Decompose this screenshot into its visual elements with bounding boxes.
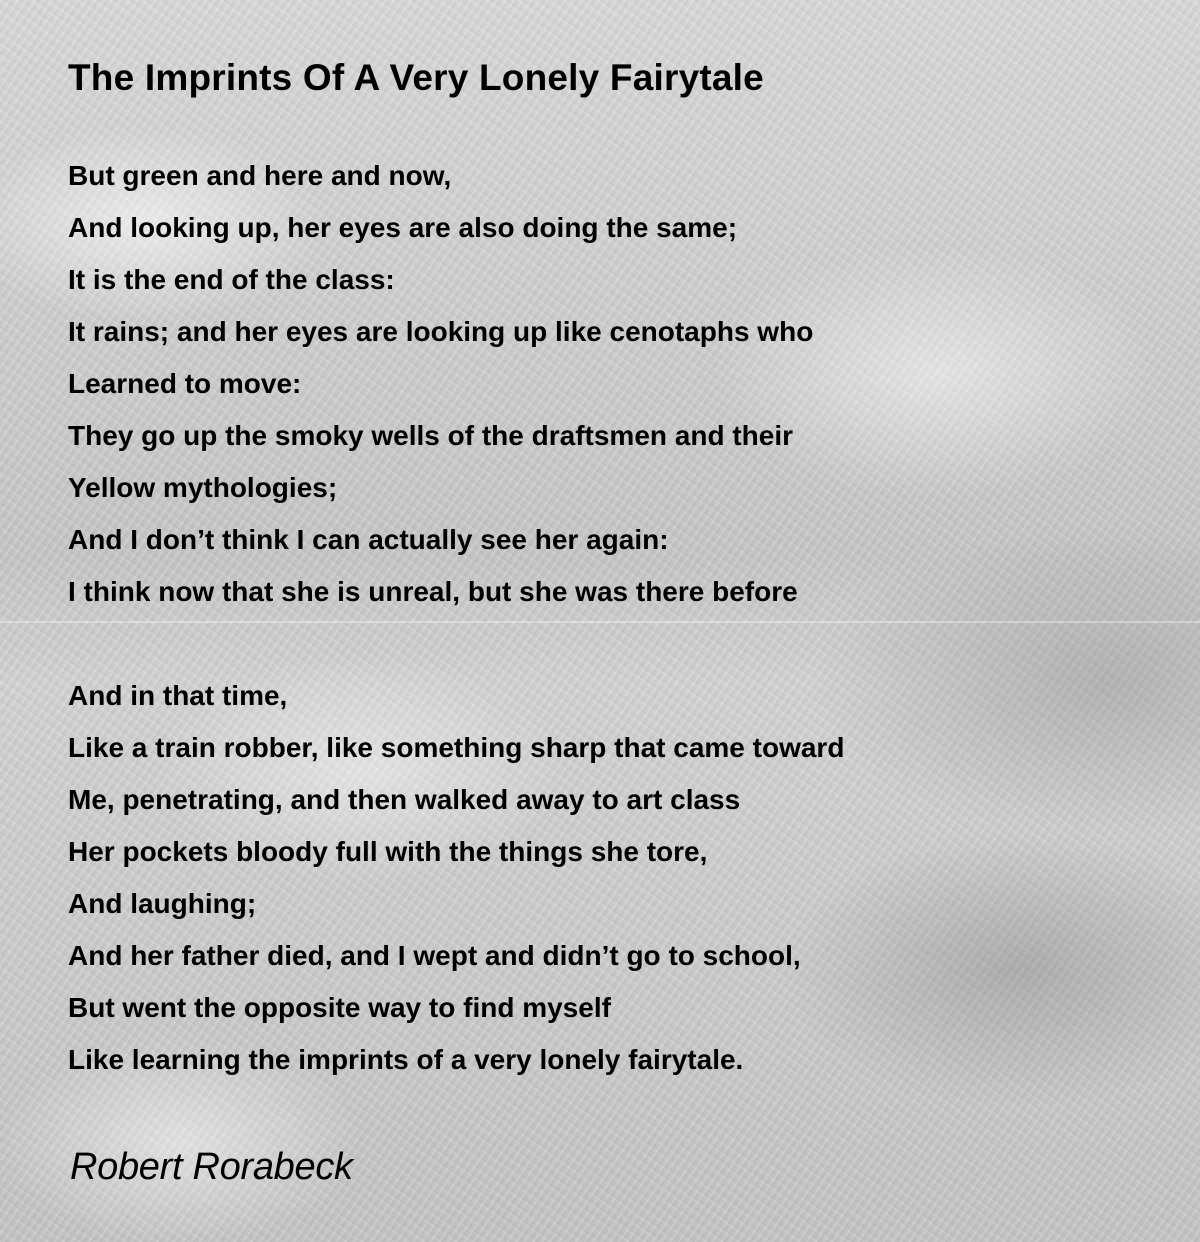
poem-line: Learned to move: bbox=[68, 368, 302, 399]
poem-stanza-2 bbox=[68, 670, 844, 1086]
poem-author: Robert Rorabeck bbox=[70, 1146, 353, 1188]
poem-line: And in that time, bbox=[68, 680, 288, 711]
poem-line: And looking up, her eyes are also doing the same; bbox=[68, 212, 738, 243]
poem-line: It rains; and her eyes are looking up like cenotaphs who bbox=[68, 316, 814, 347]
poem-line: I think now that she is unreal, but she was there before bbox=[68, 576, 798, 607]
poem-line: Her pockets bloody full with the things she tore, bbox=[68, 836, 708, 867]
poem-title: The Imprints Of A Very Lonely Fairytale bbox=[68, 57, 764, 98]
poem-line: Like learning the imprints of a very lonely fairytale. bbox=[68, 1044, 744, 1075]
poem-line: It is the end of the class: bbox=[68, 264, 395, 295]
poem-stanza-1 bbox=[68, 150, 813, 618]
poem-line: But green and here and now, bbox=[68, 160, 452, 191]
poem-line: They go up the smoky wells of the draftsmen and their bbox=[68, 420, 794, 451]
background-seam bbox=[0, 621, 1200, 623]
poem-line: Yellow mythologies; bbox=[68, 472, 338, 503]
poem-line: And laughing; bbox=[68, 888, 257, 919]
poem-line: And I don’t think I can actually see her again: bbox=[68, 524, 669, 555]
poem-line: And her father died, and I wept and didn’t go to school, bbox=[68, 940, 801, 971]
poem-line: Like a train robber, like something sharp that came toward bbox=[68, 732, 845, 763]
poem-line: Me, penetrating, and then walked away to art class bbox=[68, 784, 741, 815]
poem-line: But went the opposite way to find myself bbox=[68, 992, 611, 1023]
